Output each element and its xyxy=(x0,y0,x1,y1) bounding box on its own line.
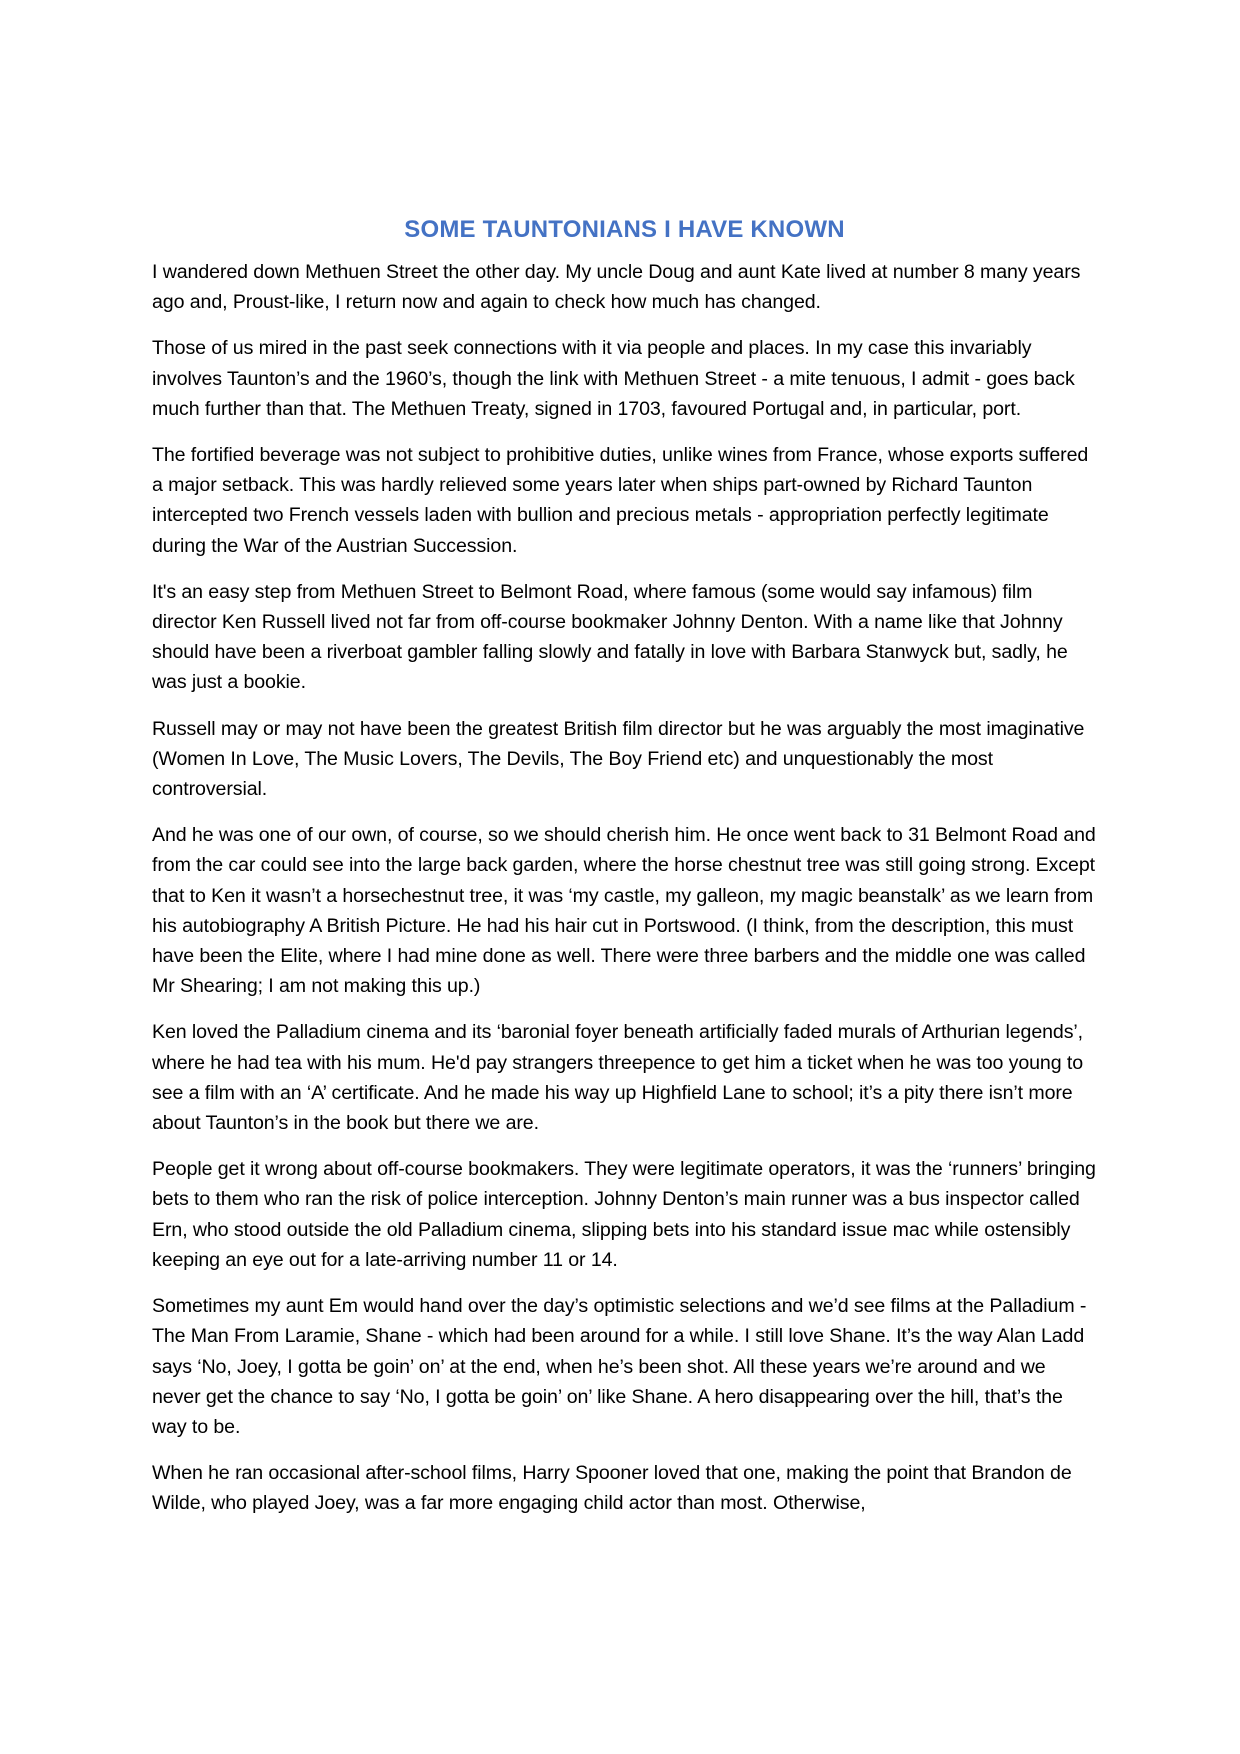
paragraph: I wandered down Methuen Street the other day. My uncle Doug and aunt Kate lived at number 8 many years ago and, Proust-like, I return now and again to check how much has changed. xyxy=(152,261,1081,314)
paragraph: The fortified beverage was not subject to prohibitive duties, unlike wines from France, whose exports suffered a major setback. This was hardly relieved some years later when ships part-owned by Richard Taunton intercepted two French vessels laden with bullion and precious metals - appropriation perfectly legitimate during the War of the Austrian Succession. xyxy=(152,444,1089,557)
paragraph: People get it wrong about off-course bookmakers. They were legitimate operators, it was the ‘runners’ bringing bets to them who ran the risk of police interception. Johnny Denton’s main runner was a bus inspector called Ern, who stood outside the old Palladium cinema, slipping bets into his standard issue mac while ostensibly keeping an eye out for a late-arriving number 11 or 14. xyxy=(152,1158,1096,1271)
paragraph: Ken loved the Palladium cinema and its ‘baronial foyer beneath artificially faded murals of Arthurian legends’, where he had tea with his mum. He'd pay strangers threepence to get him a ticket when he was too young to see a film with an ‘A’ certificate. And he made his way up Highfield Lane to school; it’s a pity there isn’t more about Taunton’s in the book but there we are. xyxy=(152,1021,1084,1135)
page-title: SOME TAUNTONIANS I HAVE KNOWN xyxy=(404,216,845,243)
paragraph: Those of us mired in the past seek connections with it via people and places. In my case this invariably involves Taunton’s and the 1960’s, though the link with Methuen Street - a mite tenuous, I admit - goes back much further than that. The Methuen Treaty, signed in 1703, favoured Portugal and, in particular, port. xyxy=(152,337,1075,420)
document-body xyxy=(152,213,1097,1535)
paragraph: And he was one of our own, of course, so we should cherish him. He once went back to 31 Belmont Road and from the car could see into the large back garden, where the horse chestnut tree was still going strong. Except that to Ken it wasn’t a horsechestnut tree, it was ‘my castle, my galleon, my magic beanstalk’ as we learn from his autobiography A British Picture. He had his hair cut in Portswood. (I think, from the description, this must have been the Elite, where I had mine done as well. There were three barbers and the middle one was called Mr Shearing; I am not making this up.) xyxy=(152,824,1096,998)
paragraph: It's an easy step from Methuen Street to Belmont Road, where famous (some would say infamous) film director Ken Russell lived not far from off-course bookmaker Johnny Denton. With a name like that Johnny should have been a riverboat gambler falling slowly and fatally in love with Barbara Stanwyck but, sadly, he was just a bookie. xyxy=(152,580,1068,694)
paragraph: Sometimes my aunt Em would hand over the day’s optimistic selections and we’d see films at the Palladium - The Man From Laramie, Shane - which had been around for a while. I still love Shane. It’s the way Alan Ladd says ‘No, Joey, I gotta be goin’ on’ at the end, when he’s been shot. All these years we’re around and we never get the chance to say ‘No, I gotta be goin’ on’ like Shane. A hero disappearing over the hill, that’s the way to be. xyxy=(152,1295,1087,1438)
paragraph: Russell may or may not have been the greatest British film director but he was arguably the most imaginative (Women In Love, The Music Lovers, The Devils, The Boy Friend etc) and unquestionably the most controversial. xyxy=(152,717,1085,801)
paragraph: When he ran occasional after-school films, Harry Spooner loved that one, making the point that Brandon de Wilde, who played Joey, was a far more engaging child actor than most. Otherwise, xyxy=(152,1462,1072,1515)
